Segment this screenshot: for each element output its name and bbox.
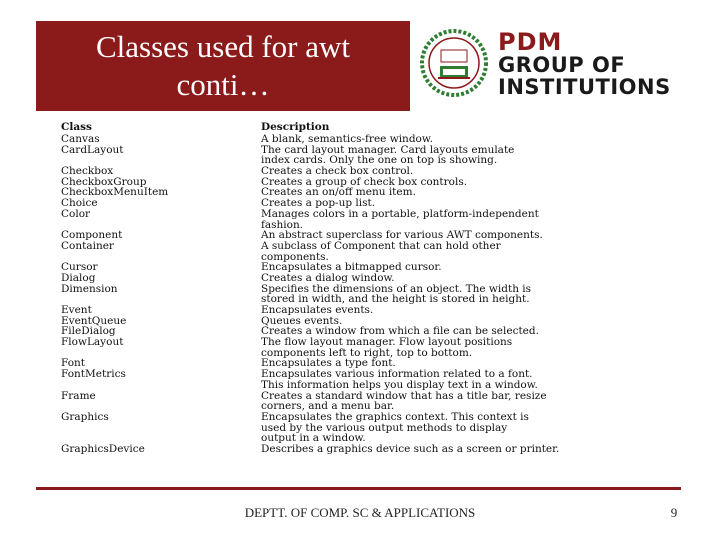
class-name: Choice [61, 198, 98, 209]
table-row [58, 198, 642, 209]
table-header-row [58, 120, 642, 134]
table-row [58, 134, 642, 145]
table-row [58, 209, 642, 230]
class-name-cell [58, 145, 261, 166]
description-line: Manages colors in a portable, platform-independent [261, 208, 539, 220]
class-name: CheckboxGroup [61, 176, 147, 188]
description-line: Encapsulates events. [261, 305, 374, 316]
class-name: EventQueue [61, 315, 127, 327]
description-line: The flow layout manager. Flow layout positions [261, 337, 513, 348]
footer-divider [36, 487, 681, 490]
table-row [58, 316, 642, 327]
description-line: Creates a standard window that has a title bar, resize [261, 390, 547, 402]
table-body [58, 134, 642, 455]
class-name-cell [58, 391, 261, 412]
description-cell [261, 369, 642, 390]
class-name-cell [58, 177, 261, 188]
logo-wordmark [498, 30, 671, 98]
class-name: CardLayout [61, 144, 124, 156]
class-name-cell [58, 262, 261, 273]
logo-line2: GROUP OF [498, 53, 626, 77]
class-name-cell [58, 316, 261, 327]
table-row [58, 358, 642, 369]
description-line: A blank, semantics-free window. [261, 134, 433, 145]
class-name: Dimension [61, 283, 118, 295]
class-name-cell [58, 273, 261, 284]
description-cell [261, 391, 642, 412]
class-name-cell [58, 198, 261, 209]
description-cell [261, 230, 642, 241]
table-row [58, 230, 642, 241]
table-row [58, 305, 642, 316]
description-cell [261, 177, 642, 188]
slide-title-box [36, 21, 410, 111]
table-row [58, 166, 642, 177]
description-line: Encapsulates the graphics context. This context is [261, 411, 529, 423]
class-name-cell [58, 444, 261, 455]
class-name: FileDialog [61, 326, 116, 338]
class-name: CheckboxMenuItem [61, 187, 169, 199]
description-line: components. [261, 251, 329, 263]
column-header-description: Description [261, 121, 330, 133]
table-row [58, 284, 642, 305]
page-number: 9 [670, 505, 678, 520]
class-name-cell [58, 358, 261, 369]
description-line: Creates a group of check box controls. [261, 176, 468, 188]
class-name-cell [58, 134, 261, 145]
description-cell [261, 134, 642, 145]
class-name: Color [61, 208, 91, 220]
description-cell [261, 316, 642, 327]
description-cell [261, 145, 642, 166]
institution-logo [420, 24, 685, 102]
description-line: used by the various output methods to display [261, 422, 508, 434]
description-line: Encapsulates a bitmapped cursor. [261, 262, 442, 273]
description-cell [261, 198, 642, 209]
table-row [58, 337, 642, 358]
description-line: This information helps you display text in a window. [261, 379, 538, 391]
class-name-cell [58, 187, 261, 198]
description-line: Queues events. [261, 315, 343, 327]
description-cell [261, 273, 642, 284]
class-name: Event [61, 305, 92, 316]
class-name: Canvas [61, 134, 100, 145]
description-line: Encapsulates a type font. [261, 358, 396, 370]
class-name: Font [61, 358, 86, 370]
description-line: stored in width, and the height is stored in height. [261, 294, 530, 305]
class-name-cell [58, 241, 261, 262]
class-name-cell [58, 166, 261, 177]
description-cell [261, 444, 642, 455]
logo-line3: INSTITUTIONS [498, 75, 671, 99]
description-cell [261, 209, 642, 230]
description-cell [261, 187, 642, 198]
class-name: Cursor [61, 262, 98, 273]
class-name: Graphics [61, 411, 109, 423]
description-cell [261, 358, 642, 369]
description-line: An abstract superclass for various AWT components. [261, 230, 543, 241]
class-name-cell [58, 369, 261, 390]
description-cell [261, 284, 642, 305]
class-name: Dialog [61, 272, 96, 284]
description-cell [261, 305, 642, 316]
class-name: Container [61, 240, 114, 252]
description-cell [261, 337, 642, 358]
class-name-cell [58, 305, 261, 316]
class-name: Frame [61, 390, 96, 402]
class-name: Component [61, 230, 123, 241]
class-name: FontMetrics [61, 369, 126, 380]
description-line: Creates an on/off menu item. [261, 187, 416, 199]
table-row [58, 391, 642, 412]
class-name-cell [58, 326, 261, 337]
description-cell [261, 412, 642, 444]
class-name-cell [58, 337, 261, 358]
class-name: FlowLayout [61, 337, 124, 348]
description-line: output in a window. [261, 433, 366, 444]
table-row [58, 444, 642, 455]
class-name: GraphicsDevice [61, 443, 145, 455]
description-line: A subclass of Component that can hold other [261, 240, 501, 252]
class-name-cell [58, 412, 261, 444]
class-name-cell [58, 284, 261, 305]
footer-department: DEPTT. OF COMP. SC & APPLICATIONS [244, 505, 476, 520]
table-row [58, 369, 642, 390]
column-header-class: Class [61, 121, 92, 133]
description-line: The card layout manager. Card layouts emulate [261, 144, 515, 156]
description-cell [261, 241, 642, 262]
table-row [58, 326, 642, 337]
awt-classes-table [58, 120, 642, 468]
logo-line1: PDM [498, 28, 563, 56]
class-name: Checkbox [61, 166, 114, 177]
table-row [58, 412, 642, 444]
class-name-cell [58, 230, 261, 241]
table-row [58, 145, 642, 166]
description-cell [261, 326, 642, 337]
description-line: fashion. [261, 219, 304, 231]
description-line: Describes a graphics device such as a screen or printer. [261, 443, 560, 455]
class-name-cell [58, 209, 261, 230]
description-line: corners, and a menu bar. [261, 401, 395, 412]
slide-title-line2: conti… [176, 67, 270, 102]
table-row [58, 177, 642, 188]
table-row [58, 262, 642, 273]
description-line: Creates a pop-up list. [261, 198, 376, 209]
table-row [58, 241, 642, 262]
description-line: index cards. Only the one on top is showing. [261, 155, 498, 167]
description-line: Specifies the dimensions of an object. The width is [261, 283, 532, 295]
table-row [58, 273, 642, 284]
description-cell [261, 262, 642, 273]
description-line: Creates a dialog window. [261, 272, 395, 284]
logo-emblem-icon [420, 26, 488, 100]
description-line: Encapsulates various information related to a font. [261, 369, 533, 380]
description-line: Creates a check box control. [261, 166, 414, 177]
description-line: components left to right, top to bottom. [261, 347, 473, 359]
table-row [58, 187, 642, 198]
description-line: Creates a window from which a file can be selected. [261, 326, 539, 338]
slide-title-line1: Classes used for awt [96, 29, 350, 64]
description-cell [261, 166, 642, 177]
